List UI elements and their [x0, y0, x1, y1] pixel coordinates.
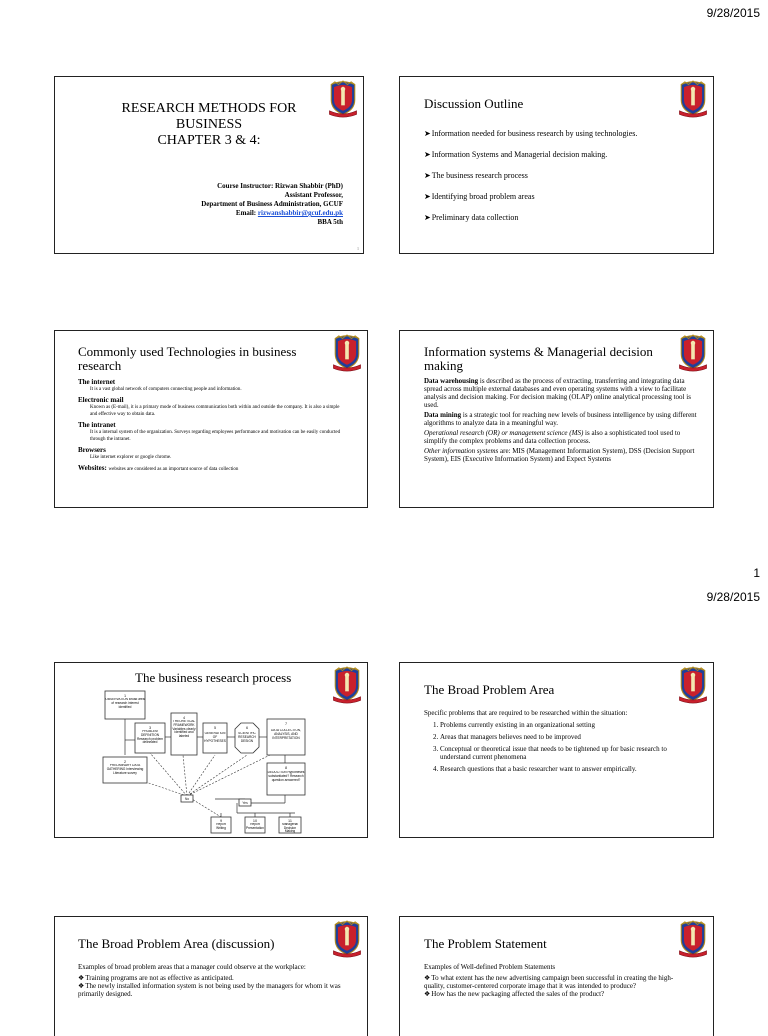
- info-systems-body: [424, 377, 699, 465]
- statement-item: ❖ To what extent has the new advertising campaign been successful in creating the high-quality, customer-centered corporate image that it was intended to produce?: [424, 974, 693, 990]
- university-crest-logo: [676, 334, 710, 372]
- email-label: Email:: [235, 209, 257, 217]
- intro-text: Examples of Well-defined Problem Statements: [424, 963, 556, 971]
- tech-desc: websites are considered as an important source of data collection: [108, 467, 239, 472]
- slide-heading: The Problem Statement: [424, 936, 547, 951]
- svg-text:5: 5: [213, 726, 217, 730]
- outline-list: [424, 129, 703, 234]
- slide-discussion-outline: [399, 76, 714, 254]
- slide-problem-statement: [399, 916, 714, 1036]
- svg-text:10: 10: [252, 819, 258, 823]
- svg-text:4: 4: [182, 716, 186, 720]
- slide-heading: The business research process: [135, 670, 292, 685]
- step-preliminary-data: PRELIMINARY DATA GATHERING Interviewing Literature survey: [106, 764, 144, 775]
- course-info: [83, 182, 343, 227]
- slide-information-systems: [399, 330, 714, 508]
- research-process-diagram: [95, 685, 315, 835]
- university-crest-logo: [676, 920, 710, 958]
- svg-text:8: 8: [284, 766, 288, 770]
- slide-research-process: [54, 662, 368, 838]
- paragraph-other-systems: [424, 447, 699, 463]
- class-label: BBA 5th: [317, 218, 343, 226]
- title-line-3: CHAPTER 3 & 4:: [157, 133, 261, 148]
- step-problem-definition: PROBLEM DEFINITION Research problem delineated: [136, 730, 164, 745]
- no-label: No: [184, 797, 190, 801]
- title-line-1: RESEARCH METHODS FOR: [121, 101, 297, 116]
- slide-broad-problem-discussion: [54, 916, 368, 1036]
- slide-heading: Commonly used Technologies in business research: [78, 344, 297, 373]
- text: is also a sophisticated tool used to simplify the complex problems and data collection process.: [424, 429, 681, 445]
- text: is a strategic tool for reaching new levels of business intelligence by using different algorithms to analyze data in a meaningful way.: [424, 411, 697, 427]
- step-number: 1: [123, 694, 127, 698]
- outline-item: ➤ Information needed for business research by using technologies.: [424, 129, 703, 138]
- problem-item: 2. Areas that managers believes need to be improved: [440, 733, 693, 741]
- step-hypotheses: GENERATION OF HYPOTHESES: [204, 732, 226, 743]
- instructor-email-line: [83, 209, 343, 218]
- text: is described as the process of extracting, transferring and integrating data spread across multiple external databases and even operating systems with a view to facilitate analysis and decision making. For decision making (OLAP) online analytical processing tool is used.: [424, 377, 691, 409]
- title-line-2: BUSINESS: [175, 117, 243, 132]
- email-link[interactable]: rizwanshabbir@gcuf.edu.pk: [257, 209, 343, 217]
- paragraph-data-warehousing: [424, 377, 699, 409]
- page-date: 9/28/2015: [706, 6, 760, 20]
- svg-text:9: 9: [219, 819, 223, 823]
- intro-text: Specific problems that are required to be researched within the situation:: [424, 709, 628, 717]
- problem-item: 4. Research questions that a basic researcher want to answer empirically.: [440, 765, 693, 773]
- paragraph-operational-research: [424, 429, 699, 445]
- discussion-list: [78, 974, 347, 998]
- tech-desc: It is a internal system of the organization. Surveys regarding employees performance and motivation can be easily conducted through the intranet.: [90, 430, 341, 442]
- step-theoretical-framework: THEORETICAL FRAMEWORK Variables clearly identified and labeled: [172, 720, 196, 739]
- step-data-collection: DATA COLLECTION, ANALYSIS, AND INTERPRETATION: [271, 729, 301, 740]
- svg-text:7: 7: [284, 722, 288, 726]
- tech-desc: It is a vast global network of computers connecting people and information.: [90, 387, 242, 392]
- statement-item: ❖ How has the new packaging affected the sales of the product?: [424, 990, 693, 998]
- university-crest-logo: [330, 334, 364, 372]
- slide-heading: Discussion Outline: [424, 96, 524, 111]
- problem-list: [424, 721, 693, 773]
- tech-desc: Known as (E-mail), it is a primary mode of business communication both within and outside the company. It is also a simple and effective way to obtain data.: [90, 405, 340, 417]
- university-crest-logo: [676, 666, 710, 704]
- page-date-2: 9/28/2015: [706, 590, 760, 604]
- step-deduction: DEDUCTION Hypotheses substantiated? Research question answered?: [267, 771, 305, 782]
- tech-term: The internet: [78, 378, 116, 386]
- problem-item: 3. Conceptual or theoretical issue that needs to be tightened up for basic research to understand current phenomena: [440, 745, 693, 761]
- tech-term: The intranet: [78, 421, 116, 429]
- discussion-body: [78, 963, 347, 998]
- svg-text:11: 11: [288, 819, 292, 823]
- tech-term: Electronic mail: [78, 396, 124, 404]
- step-managerial-decision: Managerial Decision Making: [282, 823, 298, 833]
- step-report-presentation: Report Presentation: [246, 823, 264, 830]
- slide-page-number: 1: [357, 246, 359, 251]
- university-crest-logo: [330, 920, 364, 958]
- tech-desc: Like internet explorer or google chrome.: [90, 455, 172, 460]
- text: are: MIS (Management Information System), DSS (Decision Support System), EIS (Executive Information System) and Expect Systems: [424, 447, 695, 463]
- slide-technologies: [54, 330, 368, 508]
- svg-text:3: 3: [148, 726, 152, 730]
- term: Other information systems: [424, 447, 499, 455]
- svg-text:2: 2: [123, 760, 127, 764]
- outline-item: ➤ Information Systems and Managerial decision making.: [424, 150, 703, 159]
- term: Operational research (OR) or management science (MS): [424, 429, 584, 437]
- statement-list: [424, 974, 693, 998]
- university-crest-logo: [676, 80, 710, 118]
- page-number: 1: [753, 566, 760, 580]
- instructor-department: Department of Business Administration, GCUF: [201, 200, 343, 208]
- outline-item: ➤ Identifying broad problem areas: [424, 192, 703, 201]
- outline-item: ➤ The business research process: [424, 171, 703, 180]
- broad-problem-body: [424, 709, 693, 777]
- slide-broad-problem-area: [399, 662, 714, 838]
- svg-text:6: 6: [245, 726, 249, 730]
- outline-item: ➤ Preliminary data collection: [424, 213, 703, 222]
- discussion-item: ❖ The newly installed information system is not being used by the managers for whom it was primarily designed.: [78, 982, 347, 998]
- problem-item: 1. Problems currently existing in an organizational setting: [440, 721, 693, 729]
- step-observation: OBSERVATION Broad area of research interest identified: [105, 698, 145, 709]
- instructor-position: Assistant Professor,: [284, 191, 343, 199]
- step-report-writing: Report Writing: [216, 823, 226, 830]
- discussion-item: ❖ Training programs are not as effective as anticipated.: [78, 974, 347, 982]
- slide-heading: Information systems & Managerial decision making: [424, 344, 653, 373]
- term: Data mining: [424, 411, 462, 419]
- course-instructor: Course Instructor: Rizwan Shabbir (PhD): [217, 182, 343, 190]
- university-crest-logo: [330, 666, 364, 704]
- intro-text: Examples of broad problem areas that a manager could observe at the workplace:: [78, 963, 306, 971]
- tech-term-inline: [78, 464, 347, 472]
- problem-statement-body: [424, 963, 693, 998]
- slide-heading: The Broad Problem Area: [424, 682, 555, 697]
- term: Data warehousing: [424, 377, 479, 385]
- paragraph-data-mining: [424, 411, 699, 427]
- slide-heading: The Broad Problem Area (discussion): [78, 936, 275, 951]
- tech-term: Websites:: [78, 464, 107, 472]
- slide-title: [54, 76, 364, 254]
- tech-term: Browsers: [78, 446, 106, 454]
- technology-list: [78, 375, 347, 472]
- slide-title-heading: [75, 101, 343, 149]
- step-research-design: SCIENTIFIC RESEARCH DESIGN: [238, 732, 256, 743]
- yes-label: Yes: [242, 801, 248, 805]
